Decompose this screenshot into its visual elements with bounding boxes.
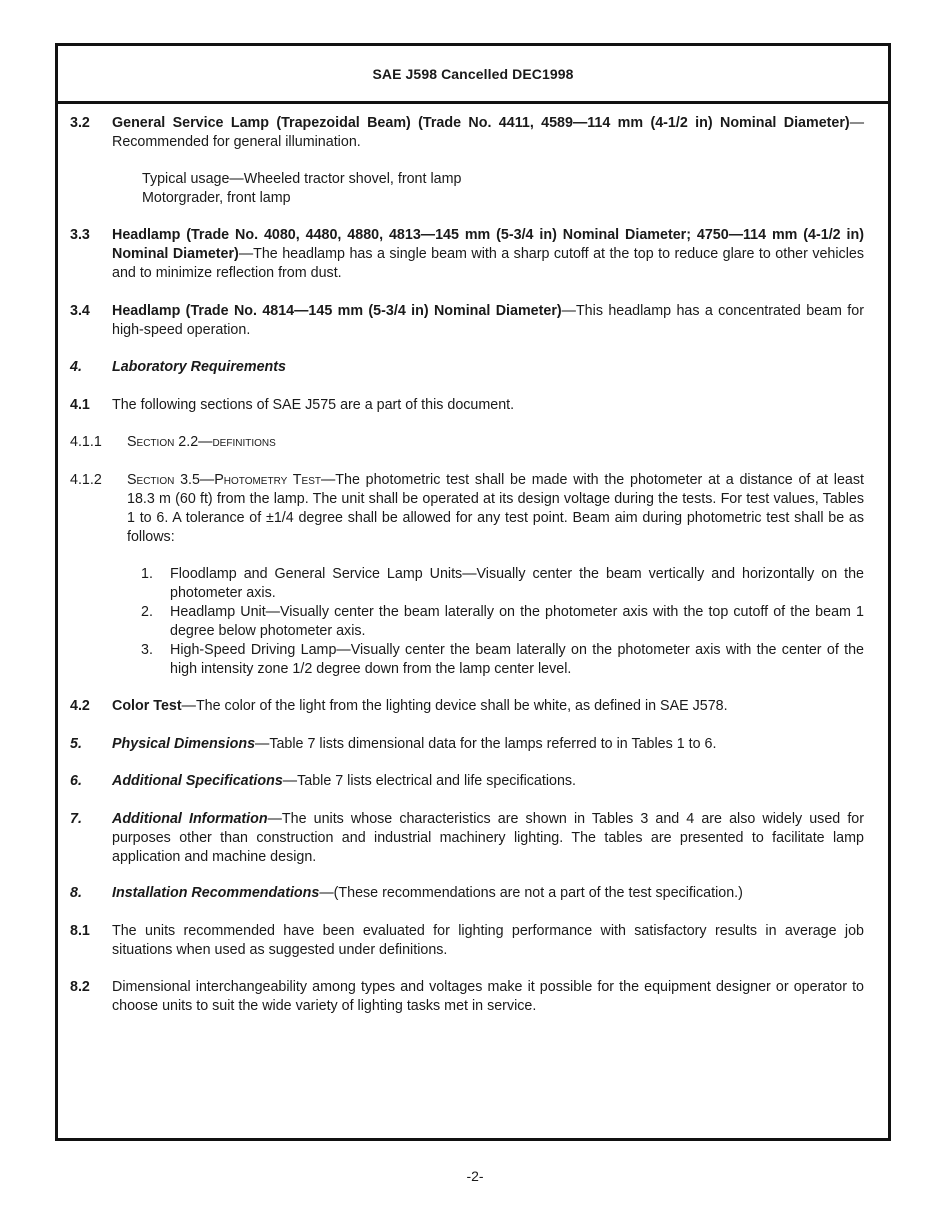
section-text: —The units whose characteristics are shown in Tables 3 and 4 are also widely used for purposes other than construction and industrial machinery lighting. The tables are presented to facilitate lamp application and machine design. (112, 811, 865, 865)
section-8-1 (70, 922, 864, 960)
section-title: General Service Lamp (Trapezoidal Beam) (Trade No. 4411, 4589—114 mm (4-1/2 in) Nominal Diameter) (112, 115, 850, 131)
page-number: -2- (466, 1168, 484, 1184)
list-item (141, 565, 864, 603)
section-number: 4.1 (70, 397, 90, 413)
section-8-2 (70, 978, 864, 1016)
list-item (141, 603, 864, 641)
section-title: Installation Recommendations (112, 885, 320, 901)
section-title: Additional Information (112, 811, 268, 827)
section-text: —The photometric test shall be made with the photometer at a distance of at least 18.3 m (60 ft) from the lamp. The unit shall be operated at its design voltage during the tests. For test values, Tables 1 to 6. A tolerance of ±1/4 degree shall be allowed for any test point. Beam aim during photometric test shall be as follows: (127, 472, 864, 545)
section-7 (70, 810, 864, 867)
list-number: 2. (141, 604, 153, 620)
section-number: 6. (70, 773, 82, 789)
section-number: 4.1.2 (70, 472, 102, 488)
section-3-4 (70, 302, 864, 340)
section-5 (70, 735, 864, 754)
section-number: 8.2 (70, 979, 90, 995)
section-title: Headlamp (Trade No. 4814—145 mm (5-3/4 in) Nominal Diameter) (112, 303, 562, 319)
section-title: Physical Dimensions (112, 736, 256, 752)
section-3-3 (70, 226, 864, 283)
document-title: SAE J598 Cancelled DEC1998 (372, 65, 574, 82)
section-text: —Recommended for general illumination. (112, 115, 864, 150)
section-4-1 (70, 396, 864, 415)
section-number: 8. (70, 885, 82, 901)
section-8 (70, 884, 864, 903)
section-number: 4.2 (70, 698, 90, 714)
section-text: The units recommended have been evaluated for lighting performance with satisfactory results in average job situations when used as suggested under definitions. (112, 923, 864, 958)
section-6 (70, 772, 864, 791)
section-text: —The headlamp has a single beam with a sharp cutoff at the top to reduce glare to other vehicles and to minimize reflection from dust. (112, 246, 864, 281)
document-header (58, 46, 888, 104)
section-number: 7. (70, 811, 82, 827)
list-number: 3. (141, 642, 153, 658)
section-text: Section 2.2—definitions (127, 434, 276, 450)
section-text: —(These recommendations are not a part of the test specification.) (319, 885, 743, 901)
section-number: 3.4 (70, 303, 90, 319)
section-text: —The color of the light from the lighting device shall be white, as defined in SAE J578. (181, 698, 728, 714)
section-title: Additional Specifications (112, 773, 283, 789)
section-text: —Table 7 lists electrical and life specifications. (282, 773, 577, 789)
section-number: 4. (70, 359, 82, 375)
section-text: —This headlamp has a concentrated beam for high-speed operation. (112, 303, 864, 338)
typical-usage-line: Motorgrader, front lamp (142, 190, 291, 206)
section-number: 3.2 (70, 115, 90, 131)
section-number: 8.1 (70, 923, 90, 939)
section-text: —Table 7 lists dimensional data for the lamps referred to in Tables 1 to 6. (255, 736, 717, 752)
section-4 (70, 358, 864, 377)
section-number: 5. (70, 736, 82, 752)
section-title: Headlamp (Trade No. 4080, 4480, 4880, 4813—145 mm (5-3/4 in) Nominal Diameter; 4750—114 mm (4-1/2 in) Nominal Diameter) (112, 227, 864, 262)
list-text: Floodlamp and General Service Lamp Units—Visually center the beam vertically and horizontally on the photometer axis. (170, 566, 864, 601)
list-number: 1. (141, 566, 153, 582)
section-title: Laboratory Requirements (112, 359, 286, 375)
section-3-2 (70, 114, 864, 152)
section-text: The following sections of SAE J575 are a part of this document. (112, 397, 515, 413)
section-4-2 (70, 697, 864, 716)
section-number: 4.1.1 (70, 434, 102, 450)
list-text: High-Speed Driving Lamp—Visually center the beam laterally on the photometer axis with the center of the high intensity zone 1/2 degree down from the lamp center level. (170, 642, 864, 677)
list-text: Headlamp Unit—Visually center the beam laterally on the photometer axis with the top cutoff of the beam 1 degree below photometer axis. (170, 604, 864, 639)
section-4-1-2 (70, 471, 864, 547)
section-lead: Section 3.5—Photometry Test (127, 472, 321, 488)
page-frame (55, 43, 891, 1141)
list-item (141, 641, 864, 679)
section-4-1-1 (70, 433, 864, 452)
section-number: 3.3 (70, 227, 90, 243)
section-text: Dimensional interchangeability among types and voltages make it possible for the equipment designer or operator to choose units to suit the wide variety of lighting tasks met in service. (112, 979, 864, 1014)
section-title: Color Test (112, 698, 182, 714)
typical-usage-line: Typical usage—Wheeled tractor shovel, front lamp (142, 171, 462, 187)
